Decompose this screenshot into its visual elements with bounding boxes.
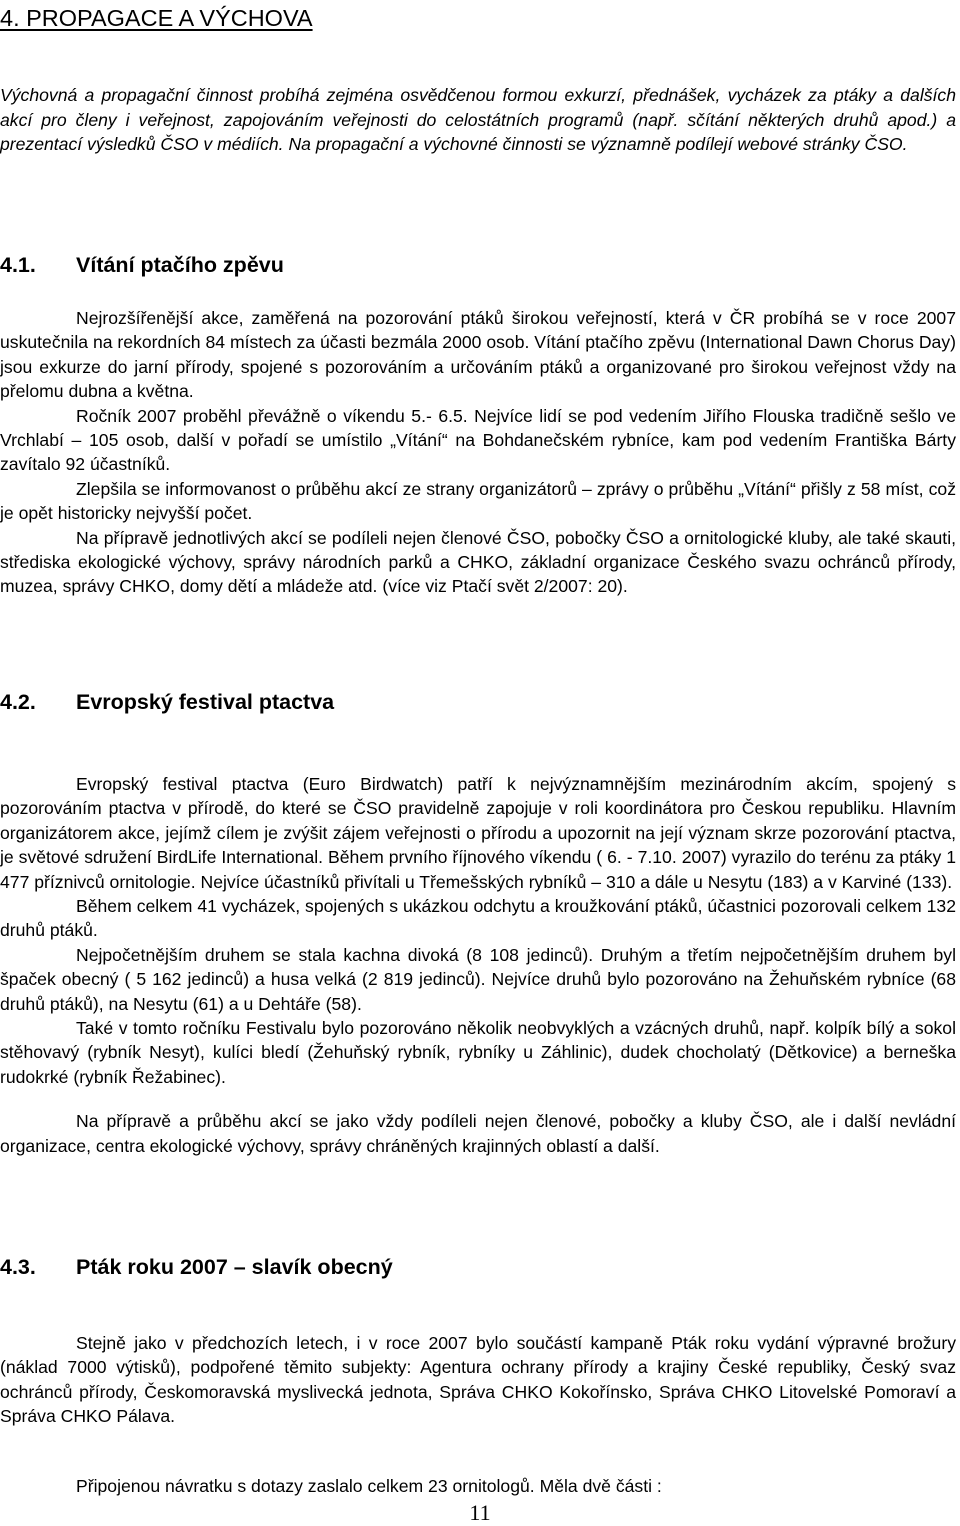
section-heading-4-1 — [0, 252, 284, 278]
paragraph: Připojenou návratku s dotazy zaslalo celkem 23 ornitologů. Měla dvě části : — [76, 1476, 662, 1496]
section-body-4-1 — [0, 306, 956, 599]
paragraph: Na přípravě a průběhu akcí se jako vždy podíleli nejen členové, pobočky a kluby ČSO, ale i další nevládní organizace, centra ekologické výchovy, správy chráněných krajinných oblastí a další. — [0, 1111, 956, 1156]
section-body-4-3-continued — [0, 1474, 956, 1498]
paragraph: Také v tomto ročníku Festivalu bylo pozorováno několik neobvyklých a vzácných druhů, např. kolpík bílý a sokol stěhovavý (rybník Nesyt), kulíci bledí (Žehuňský rybník, rybníky u Záhlinic), dudek chocholatý (Dětkovice) a berneška rudokrké (rybník Řežabinec). — [0, 1018, 956, 1087]
section-title: Pták roku 2007 – slavík obecný — [76, 1255, 393, 1279]
section-number: 4.3. — [0, 1255, 36, 1279]
section-title: Vítání ptačího zpěvu — [76, 253, 284, 277]
paragraph: Zlepšila se informovanost o průběhu akcí ze strany organizátorů – zprávy o průběhu „Vítání“ přišly z 58 míst, což je opět historicky nejvyšší počet. — [0, 478, 956, 524]
chapter-intro: Výchovná a propagační činnost probíhá zejména osvědčenou formou exkurzí, přednášek, vycházek za ptáky a dalších akcí pro členy i veřejnost, zapojováním veřejnosti do celostátních programů (např. sčítání některých druhů apod.) a prezentací výsledků ČSO v médiích. Na propagační a výchovné činnosti se významně podílejí webové stránky ČSO. — [0, 85, 956, 154]
page-number: 11 — [469, 1500, 491, 1525]
section-body-4-2 — [0, 772, 956, 1158]
paragraph: Nejrozšířenější akce, zaměřená na pozorování ptáků širokou veřejností, která v ČR probíhá se v roce 2007 uskutečnila na rekordních 84 místech za účasti bezmála 2000 osob. Vítání ptačího zpěvu (International Dawn Chorus Day) jsou exkurze do jarní přírody, spojené s pozorováním a určováním ptáků a organizované pro širokou veřejnost vždy na přelomu dubna a května. — [0, 308, 956, 402]
section-heading-4-3 — [0, 1254, 393, 1280]
section-body-4-3 — [0, 1331, 956, 1429]
paragraph: Během celkem 41 vycházek, spojených s ukázkou odchytu a kroužkování ptáků, účastnici pozorovali celkem 132 druhů ptáků. — [0, 896, 956, 941]
section-heading-4-2 — [0, 689, 334, 715]
paragraph: Nejpočetnějším druhem se stala kachna divoká (8 108 jedinců). Druhým a třetím nejpočetnějším druhem byl špaček obecný ( 5 162 jedinců) a husa velká (2 819 jedinců). Nejvíce druhů bylo pozorováno na Žehuňském rybníce (68 druhů ptáků), na Nesytu (61) a u Dehtáře (58). — [0, 944, 956, 1014]
paragraph: Evropský festival ptactva (Euro Birdwatch) patří k nejvýznamnějším mezinárodním akcím, spojený s pozorováním ptactva v přírodě, do které se ČSO pravidelně zapojuje v roli koordinátora pro Českou republiku. Hlavním organizátorem akce, jejímž cílem je zvýšit zájem veřejnosti o přírodu a upozornit na její význam skrze pozorování ptactva, je světové sdružení BirdLife International. Během prvního říjnového víkendu ( 6. - 7.10. 2007) vyrazilo do terénu za ptáky 1 477 příznivců ornitologie. Nejvíce účastníků přivítali u Třemešských rybníků – 310 a dále u Nesytu (183) a v Karviné (133). — [0, 774, 956, 892]
paragraph: Stejně jako v předchozích letech, i v roce 2007 bylo součástí kampaně Pták roku vydání výpravné brožury (náklad 7000 výtisků), podpořené těmito subjekty: Agentura ochrany přírody a krajiny České republiky, Český svaz ochránců přírody, Českomoravská myslivecká jednota, Správa CHKO Kokořínsko, Správa CHKO Litovelské Pomoraví a Správa CHKO Pálava. — [0, 1333, 956, 1427]
section-number: 4.2. — [0, 690, 36, 714]
chapter-heading: 4. PROPAGACE A VÝCHOVA — [0, 5, 313, 31]
paragraph: Na přípravě jednotlivých akcí se podíleli nejen členové ČSO, pobočky ČSO a ornitologické kluby, ale také skauti, střediska ekologické výchovy, správy národních parků a CHKO, základní organizace Českého svazu ochránců přírody, muzea, správy CHKO, domy dětí a mládeže atd. (více viz Ptačí svět 2/2007: 20). — [0, 527, 956, 597]
paragraph: Ročník 2007 proběhl převážně o víkendu 5.- 6.5. Nejvíce lidí se pod vedením Jiřího Flouska tradičně sešlo ve Vrchlabí – 105 osob, další v pořadí se umístilo „Vítání“ na Bohdanečském rybníce, kam pod vedením Františka Bárty zavítalo 92 účastníků. — [0, 405, 956, 475]
section-number: 4.1. — [0, 253, 36, 277]
section-title: Evropský festival ptactva — [76, 690, 335, 714]
